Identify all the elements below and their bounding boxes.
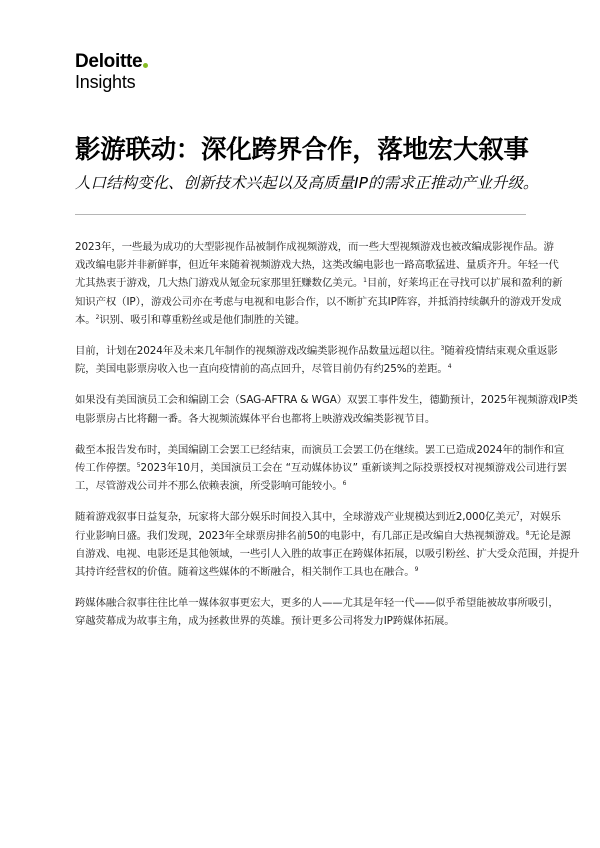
- text-run: 随着疫情结束观众重返影: [444, 345, 558, 358]
- text-run: 穿越荧幕成为故事主角，成为拯救世界的英雄。预计更多公司将发力IP跨媒体拓展。: [75, 615, 455, 628]
- footnote-ref: 9: [414, 566, 419, 574]
- paragraph: [75, 441, 567, 496]
- paragraph-line: [75, 477, 530, 495]
- paragraph-line: [75, 594, 559, 612]
- paragraph-line: [75, 311, 530, 329]
- paragraph-line: [75, 459, 567, 477]
- paragraph-line: [75, 527, 571, 545]
- text-run: 戏改编电影并非新鲜事，但近年来随着视频游戏大热，这类改编电影也一路高歌猛进、量质齐升。年轻一代: [75, 259, 559, 272]
- text-run: 目前，好莱坞正在寻找可以扩展和盈利的新: [366, 277, 563, 290]
- paragraph-line: [75, 508, 561, 526]
- paragraph-line: [75, 391, 578, 409]
- footnote-ref: 7: [515, 511, 520, 519]
- deloitte-insights-logo: [75, 52, 148, 91]
- text-run: 跨媒体融合叙事往往比单一媒体叙事更宏大，更多的人——尤其是年轻一代——似乎希望能被故事所吸引，: [75, 597, 559, 610]
- logo-brand-text: Deloitte: [75, 51, 143, 72]
- text-run: 电影票房占比将翻一番。各大视频流媒体平台也都将上映游戏改编类影视节目。: [75, 412, 436, 425]
- paragraph-line: [75, 238, 554, 256]
- paragraph-line: [75, 360, 530, 378]
- text-run: 行业影响日盛。我们发现，2023年全球票房排名前50的电影中，有几部正是改编自大热视频游戏。: [75, 529, 526, 542]
- text-run: 2023年10月，美国演员工会在 “互动媒体协议” 重新谈判之际投票授权对视频游戏公司进行罢: [140, 462, 567, 475]
- logo-sub: Insights: [75, 72, 136, 92]
- footnote-ref: 8: [525, 529, 530, 537]
- paragraph-line: [75, 256, 559, 274]
- paragraph-line: [75, 441, 565, 459]
- text-run: 截至本报告发布时，美国编剧工会罢工已经结束，而演员工会罢工仍在继续。罢工已造成2024年的制作和宣: [75, 443, 565, 456]
- text-run: 识别、吸引和尊重粉丝或是他们制胜的关键。: [99, 313, 306, 326]
- text-run: 自游戏、电视、电影还是其他领域，一些引人入胜的故事正在跨媒体拓展，以吸引粉丝、扩大受众范围，并提升: [75, 547, 580, 560]
- logo-green-dot: [143, 63, 148, 68]
- paragraph: [75, 594, 559, 630]
- text-run: 随着游戏叙事日益复杂，玩家将大部分娱乐时间投入其中，全球游戏产业规模达到近2,000亿美元: [75, 511, 516, 524]
- footnote-ref: 3: [440, 345, 445, 353]
- paragraph: [75, 238, 563, 329]
- footnote-ref: 5: [136, 462, 141, 470]
- text-run: 目前，计划在2024年及未来几年制作的视频游戏改编类影视作品数量远超以往。: [75, 345, 441, 358]
- paragraph-line: [75, 563, 530, 581]
- divider: [75, 214, 526, 215]
- paragraph-line: [75, 293, 562, 311]
- paragraph-line: [75, 410, 530, 428]
- text-run: 无论是源: [529, 529, 571, 542]
- text-run: 工，尽管游戏公司并不那么依赖表演，所受影响可能较小。: [75, 480, 343, 493]
- text-run: 院，美国电影票房收入也一直向疫情前的高点回升，尽管目前仍有约25%的差距。: [75, 363, 448, 376]
- text-run: 2023年，一些最为成功的大型影视作品被制作成视频游戏，而一些大型视频游戏也被改编成影视作品。游: [75, 241, 554, 253]
- article-body: [75, 238, 580, 644]
- page-subtitle: 人口结构变化、创新技术兴起以及高质量IP的需求正推动产业升级。: [75, 174, 539, 192]
- footnote-ref: 4: [447, 363, 452, 371]
- paragraph-line: [75, 274, 563, 292]
- text-run: 尤其热衷于游戏，几大热门游戏从氪金玩家那里狂赚数亿美元。: [75, 277, 364, 290]
- paragraph-line: [75, 612, 530, 630]
- logo-brand: [75, 52, 148, 71]
- text-run: ，对娱乐: [519, 511, 561, 524]
- paragraph-line: [75, 342, 558, 360]
- text-run: 其持许经营权的价值。随着这些媒体的不断融合，相关制作工具也在融合。: [75, 566, 415, 579]
- text-run: 如果没有美国演员工会和编剧工会（SAG-AFTRA & WGA）双罢工事件发生，德勤预计，2025年视频游戏IP类: [75, 394, 578, 407]
- text-run: 传工作停摆。: [75, 462, 137, 475]
- text-run: 知识产权（IP），游戏公司亦在考虑与电视和电影合作，以不断扩充其IP阵容，并抵消持续飙升的游戏开发成: [75, 295, 562, 308]
- footnote-ref: 1: [363, 277, 367, 285]
- text-run: 本。: [75, 313, 96, 326]
- footnote-ref: 6: [342, 480, 347, 488]
- paragraph: [75, 342, 558, 378]
- paragraph: [75, 391, 578, 427]
- footnote-ref: 2: [95, 313, 100, 321]
- paragraph: [75, 508, 580, 581]
- page-title: 影游联动：深化跨界合作，落地宏大叙事: [75, 135, 529, 165]
- paragraph-line: [75, 545, 580, 563]
